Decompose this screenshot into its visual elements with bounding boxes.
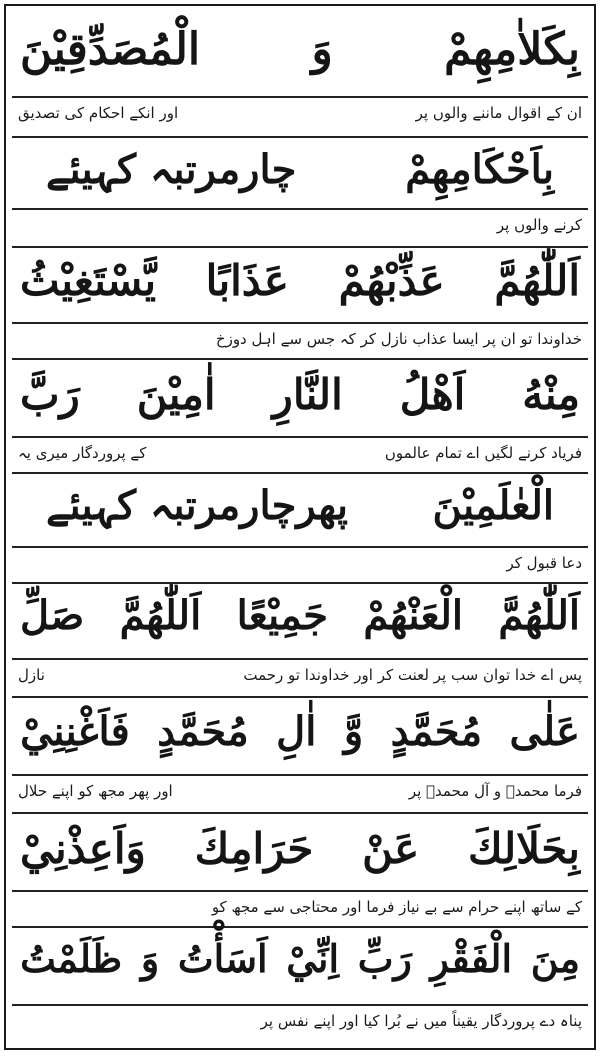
arabic-word: عَذِّبْهُمْ	[338, 256, 445, 305]
arabic-word: اَللّٰهُمَّ	[498, 592, 580, 639]
arabic-word: بِحَلَالِكَ	[467, 824, 580, 873]
translation-text: ان کے اقوال ماننے والوں پر	[415, 104, 582, 122]
translation-line-3	[6, 332, 594, 347]
translation-text: پس اے خدا توان سب پر لعنت کر اور خداوندا تو رحمت	[243, 666, 582, 684]
translation-text: اور انکے احکام کی تصدیق	[18, 104, 179, 122]
arabic-word: پھرچارمرتبہ کہیئے	[46, 482, 348, 529]
book-page	[4, 4, 596, 1050]
divider-rule	[12, 582, 588, 584]
arabic-word: اَسَأْتُ	[177, 936, 268, 981]
translation-line-5	[6, 556, 594, 571]
translation-text: فرما محمدؐ و آل محمدؐ پر	[408, 782, 582, 800]
translation-line-8	[6, 900, 594, 915]
arabic-word: مِنْهُ	[522, 370, 580, 419]
divider-rule	[12, 890, 588, 892]
translation-text: اور پھر مجھ کو اپنے حلال	[18, 782, 173, 800]
divider-rule	[12, 926, 588, 928]
arabic-line-7	[6, 708, 594, 755]
translation-line-4	[6, 446, 594, 461]
divider-rule	[12, 436, 588, 438]
arabic-word: وَاَعِذْنِيْ	[20, 824, 146, 873]
arabic-word: اٰمِيْنَ	[136, 370, 216, 419]
translation-line-9	[6, 1014, 594, 1029]
arabic-word: ظَلَمْتُ	[20, 936, 123, 981]
arabic-word: وَ	[140, 936, 160, 981]
divider-rule	[12, 136, 588, 138]
arabic-word: يَّسْتَغِيْثُ	[20, 256, 157, 305]
divider-rule	[12, 812, 588, 814]
arabic-word: عَلٰى	[509, 708, 580, 755]
arabic-word: رَبِّ	[357, 936, 412, 981]
arabic-word: الْفَقْرِ	[430, 936, 513, 981]
arabic-word: النَّارِ	[272, 370, 343, 419]
arabic-word: اِنِّيْ	[286, 936, 340, 981]
translation-text: پناہ دے پروردگار یقیناً میں نے بُرا کیا اور اپنے نفس پر	[260, 1012, 582, 1030]
arabic-word: عَنْ	[362, 824, 420, 873]
translation-text: نازل	[18, 666, 45, 684]
arabic-word: مُحَمَّدٍ	[390, 708, 483, 755]
arabic-word: اَللّٰهُمَّ	[119, 592, 202, 639]
arabic-word: مِنَ	[530, 936, 580, 981]
arabic-line-3	[6, 256, 594, 305]
arabic-word: اَللّٰهُمَّ	[494, 256, 580, 305]
arabic-line-8	[6, 824, 594, 873]
divider-rule	[12, 208, 588, 210]
arabic-line-9	[6, 936, 594, 981]
arabic-word: صَلِّ	[20, 592, 85, 639]
divider-rule	[12, 472, 588, 474]
divider-rule	[12, 322, 588, 324]
arabic-word: جَمِيْعًا	[236, 592, 328, 639]
arabic-line-1	[6, 24, 594, 75]
divider-rule	[12, 658, 588, 660]
translation-text: کے پروردگار میری یہ	[18, 444, 147, 462]
divider-rule	[12, 246, 588, 248]
arabic-word: الْعَنْهُمْ	[363, 592, 464, 639]
arabic-word: وَ	[311, 24, 333, 75]
divider-rule	[12, 696, 588, 698]
arabic-word: اَهْلُ	[399, 370, 466, 419]
translation-line-7	[6, 784, 594, 799]
arabic-word: رَبَّ	[20, 370, 80, 419]
translation-text: خداوندا تو ان پر ایسا عذاب نازل کر کہ جس سے اہل دوزخ	[215, 330, 582, 348]
arabic-word: چارمرتبہ کہیئے	[46, 146, 297, 193]
translation-line-6	[6, 668, 594, 683]
arabic-word: الْعٰلَمِيْنَ	[432, 482, 554, 529]
arabic-word: الْمُصَدِّقِيْنَ	[20, 24, 201, 75]
arabic-line-4	[6, 370, 594, 419]
divider-rule	[12, 546, 588, 548]
arabic-word: حَرَامِكَ	[194, 824, 314, 873]
arabic-word: فَاَغْنِنِيْ	[20, 708, 130, 755]
arabic-word: بِكَلاٰمِهِمْ	[444, 24, 580, 75]
divider-rule	[12, 96, 588, 98]
translation-text: دعا قبول کر	[506, 554, 582, 572]
arabic-word: اٰلِ	[276, 708, 317, 755]
translation-line-2	[6, 218, 594, 233]
divider-rule	[12, 1004, 588, 1006]
arabic-line-5	[6, 482, 594, 529]
divider-rule	[12, 358, 588, 360]
translation-line-1	[6, 106, 594, 121]
arabic-line-2	[6, 146, 594, 193]
arabic-word: بِاَحْكَامِهِمْ	[405, 146, 554, 193]
translation-text: کے ساتھ اپنے حرام سے بے نیاز فرما اور محتاجی سے مجھ کو	[211, 898, 582, 916]
translation-text: کرنے والوں پر	[496, 216, 582, 234]
arabic-line-6	[6, 592, 594, 639]
divider-rule	[12, 774, 588, 776]
arabic-word: وَّ	[343, 708, 364, 755]
translation-text: فریاد کرنے لگیں اے تمام عالموں	[384, 444, 582, 462]
arabic-word: عَذَابًا	[205, 256, 289, 305]
arabic-word: مُحَمَّدٍ	[157, 708, 249, 755]
